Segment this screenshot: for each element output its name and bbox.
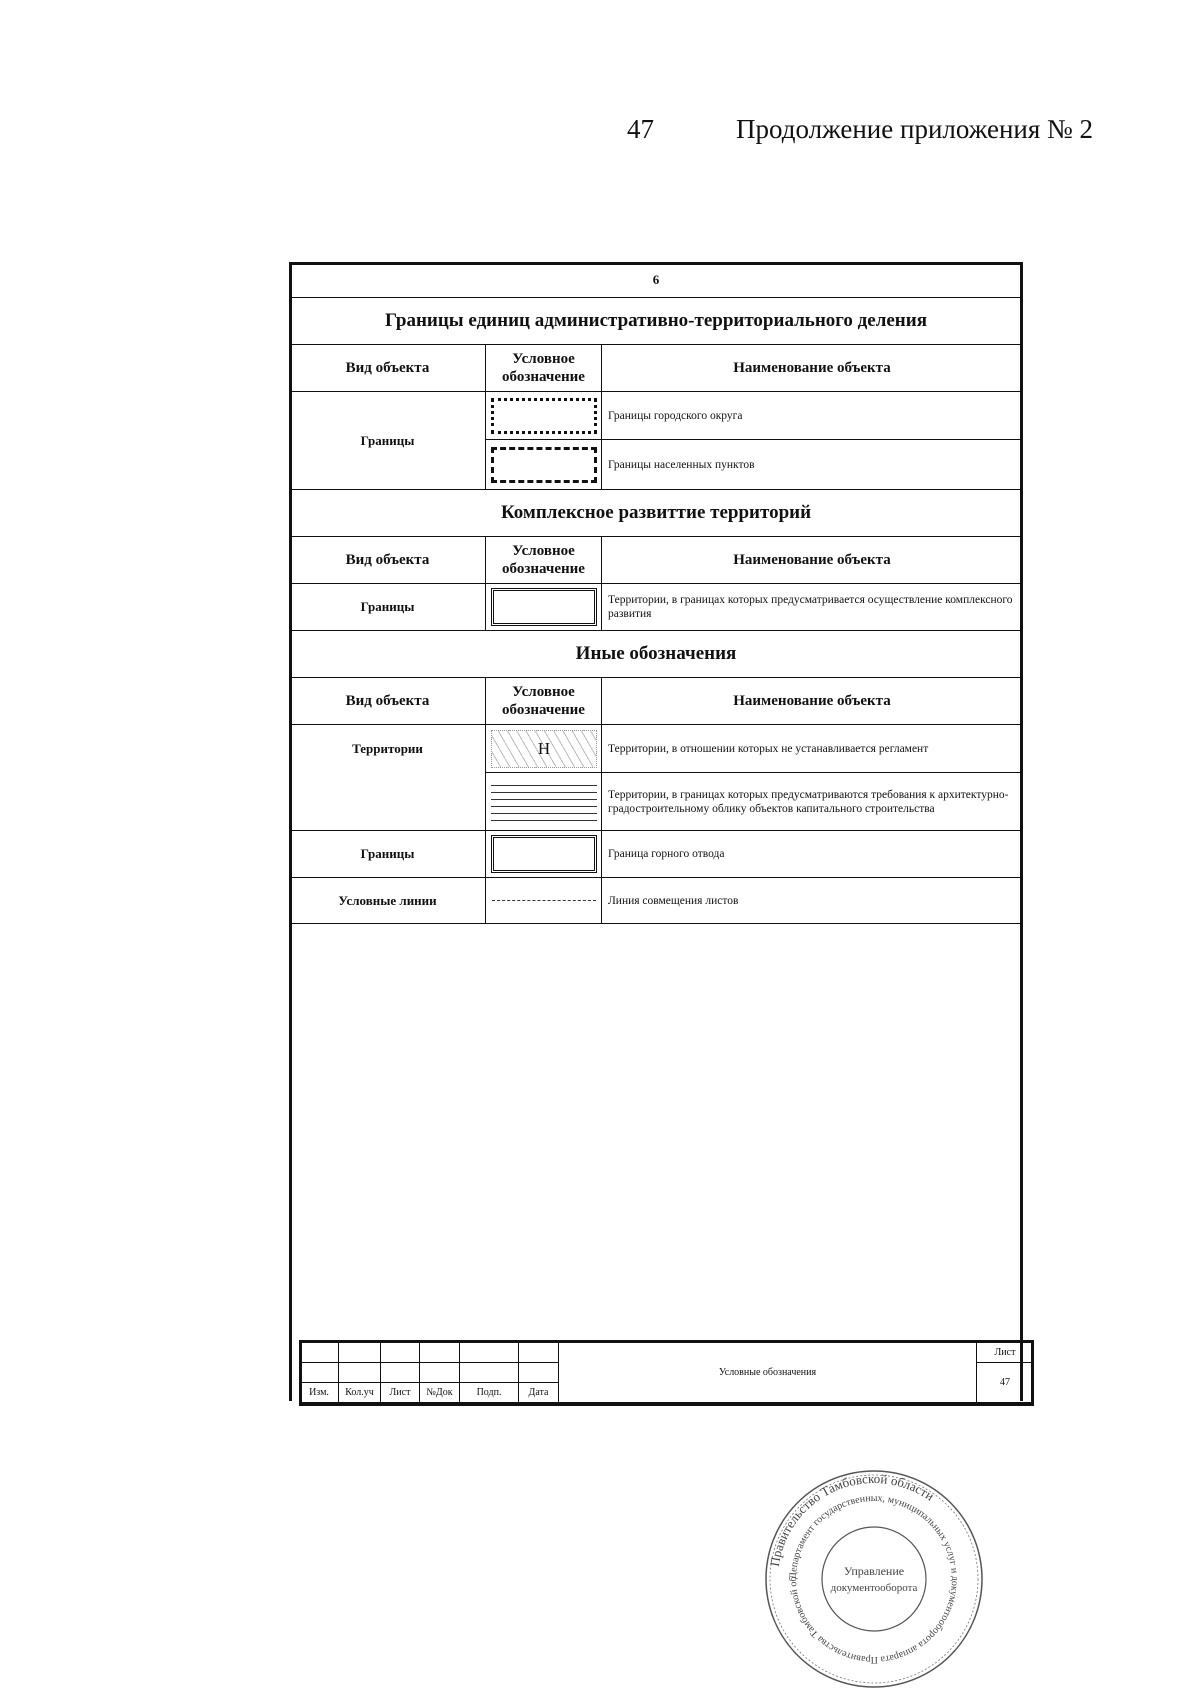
legend-symbol-cell [486, 878, 602, 924]
settlement-boundary-symbol [491, 447, 597, 483]
page-number: 47 [627, 114, 654, 144]
seal-middle-text: Департамент государственных, муниципальных услуг и документооборота аппарата Правительства Тамбовской об [787, 1492, 961, 1666]
object-name: Границы городского округа [602, 392, 1023, 440]
legend-symbol-cell [486, 773, 602, 831]
official-seal [762, 1467, 986, 1691]
sheet-label-cell: Лист [977, 1343, 1034, 1363]
legend-symbol-cell [486, 725, 602, 773]
city-boundary-symbol [491, 398, 597, 434]
section-title: Иные обозначения [290, 631, 1023, 678]
stamp-col-label: Изм. [300, 1383, 339, 1403]
legend-table [289, 262, 1023, 924]
title-block [299, 1342, 1034, 1403]
stamp-col-label: №Док [420, 1383, 460, 1403]
mining-allotment-symbol [491, 835, 597, 873]
stamp-col-label: Лист [381, 1383, 420, 1403]
column-header-symbol: Условное обозначение [486, 678, 602, 725]
sheet-label: 6 [290, 263, 1023, 298]
sheet-join-line-symbol [492, 900, 596, 901]
object-kind: Условные линии [290, 878, 486, 924]
seal-center-line2: документооборота [830, 1582, 918, 1594]
symbol-letter: Н [537, 738, 551, 758]
column-header-name: Наименование объекта [602, 537, 1023, 584]
object-name: Территории, в границах которых предусматриваются требования к архитектурно-градостроительному облику объектов капитального строительства [602, 773, 1023, 831]
stamp-col-label: Подп. [460, 1383, 519, 1403]
appendix-title: Продолжение приложения № 2 [736, 114, 1094, 144]
stamp-col-label: Кол.уч [339, 1383, 381, 1403]
column-header-kind: Вид объекта [290, 678, 486, 725]
object-name: Границы населенных пунктов [602, 440, 1023, 490]
object-kind: Территории [290, 725, 486, 831]
drawing-title: Условные обозначения [559, 1343, 977, 1403]
object-kind: Границы [290, 584, 486, 631]
legend-symbol-cell [486, 440, 602, 490]
seal-outer-text: Правительство Тамбовской области [766, 1470, 937, 1568]
object-name: Граница горного отвода [602, 831, 1023, 878]
legend-symbol-cell [486, 831, 602, 878]
object-kind: Границы [290, 392, 486, 490]
column-header-symbol: Условное обозначение [486, 537, 602, 584]
architecture-requirements-symbol [491, 779, 597, 825]
column-header-name: Наименование объекта [602, 678, 1023, 725]
section-title: Границы единиц административно-территориального деления [290, 298, 1023, 345]
legend-symbol-cell [486, 392, 602, 440]
object-name: Территории, в границах которых предусматривается осуществление комплексного развития [602, 584, 1023, 631]
object-name: Линия совмещения листов [602, 878, 1023, 924]
column-header-name: Наименование объекта [602, 345, 1023, 392]
stamp-col-label: Дата [519, 1383, 559, 1403]
column-header-kind: Вид объекта [290, 345, 486, 392]
column-header-symbol: Условное обозначение [486, 345, 602, 392]
complex-development-symbol [491, 588, 597, 626]
object-kind: Границы [290, 831, 486, 878]
column-header-kind: Вид объекта [290, 537, 486, 584]
sheet-number: 47 [977, 1363, 1034, 1403]
object-name: Территории, в отношении которых не устанавливается регламент [602, 725, 1023, 773]
seal-center-line1: Управление [843, 1564, 905, 1578]
legend-symbol-cell [486, 584, 602, 631]
no-regulation-symbol [491, 730, 597, 768]
section-title: Комплексное развиттие территорий [290, 490, 1023, 537]
